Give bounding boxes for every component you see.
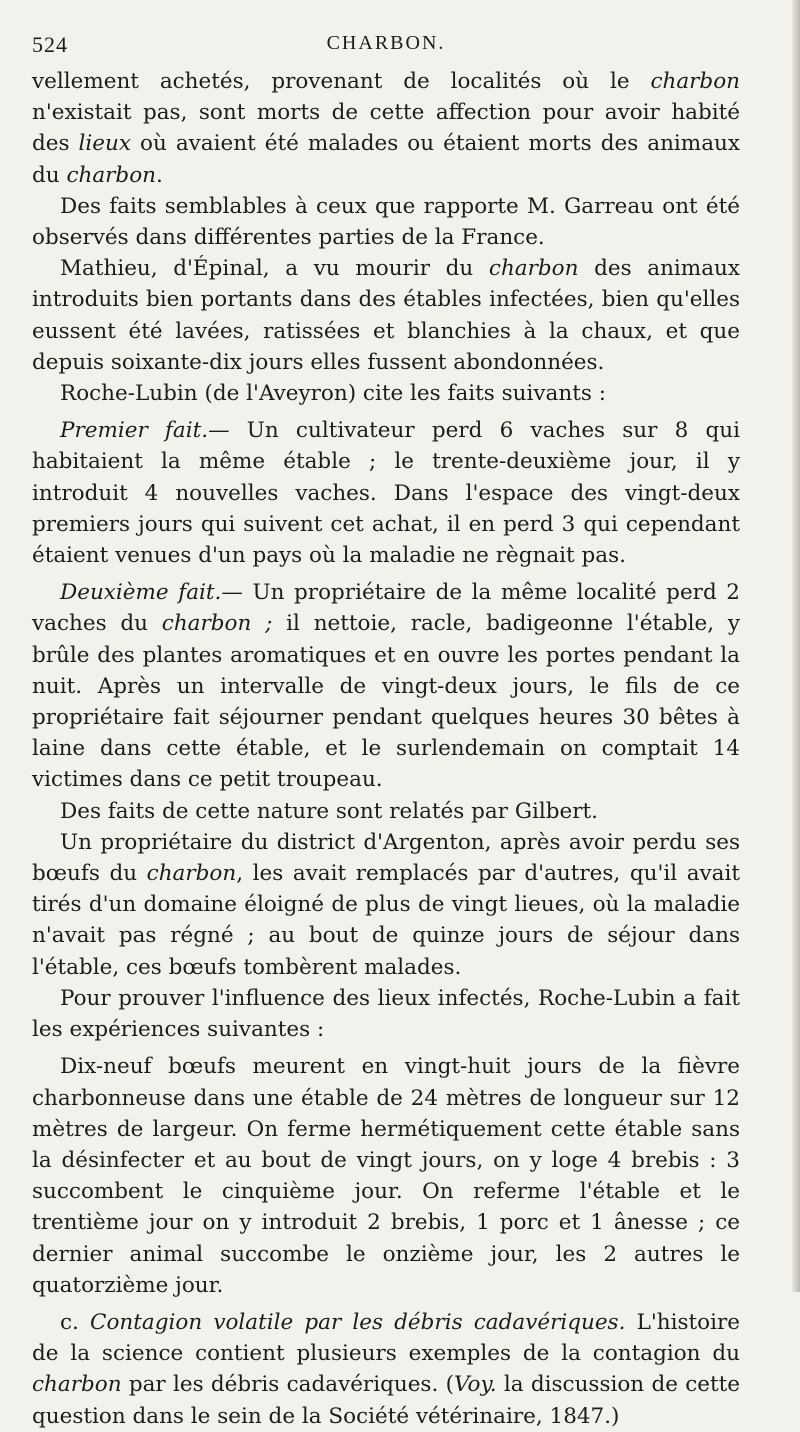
page-edge-shadow [792, 0, 800, 1292]
paragraph: Mathieu, d'Épinal, a vu mourir du charbon des animaux introduits bien portants dans des étables infectées, bien qu'elles eussent été lavées, ratissées et blanchies à la chaux, et que depuis soixante-dix jours elles fussent abondonnées. [32, 256, 740, 375]
page-number: 524 [32, 32, 68, 57]
paragraph-experiences: Dix-neuf bœufs meurent en vingt-huit jours de la fièvre charbonneuse dans une étable de 24 mètres de longueur sur 12 mètres de largeur. On ferme hermétiquement cette étable sans la désinfecter et au bout de vingt jours, on y loge 4 brebis : 3 succombent le cinquième jour. On referme l'étable et le trentième jour on y introduit 2 brebis, 1 porc et 1 ânesse ; ce dernier animal succombe le onzième jour, les 2 autres le quatorzième jour. [32, 1054, 740, 1298]
paragraph-premier-fait: Premier fait.— Un cultivateur perd 6 vaches sur 8 qui habitaient la même étable ; le trente-deuxième jour, il y introduit 4 nouvelles vaches. Dans l'espace des vingt-deux premiers jours qui suivent cet achat, il en perd 3 qui cependant étaient venues d'un pays où la maladie ne règnait pas. [32, 418, 740, 569]
paragraph: Un propriétaire du district d'Argenton, après avoir perdu ses bœufs du charbon, les avait remplacés par d'autres, qu'il avait tirés d'un domaine éloigné de plus de vingt lieues, où la maladie n'avait pas régné ; au bout de quinze jours de séjour dans l'étable, ces bœufs tombèrent malades. [32, 829, 741, 980]
paragraph-deuxieme-fait: Deuxième fait.— Un propriétaire de la même localité perd 2 vaches du charbon ; il nettoie, racle, badigeonne l'étable, y brûle des plantes aromatiques et en ouvre les portes pendant la nuit. Après un intervalle de vingt-deux jours, le fils de ce propriétaire fait séjourner pendant quelques heures 30 bêtes à laine dans cette étable, et le surlendemain on comptait 14 victimes dans ce petit troupeau. [32, 580, 741, 793]
paragraph: Pour prouver l'influence des lieux infectés, Roche-Lubin a fait les expériences suivantes : [32, 985, 740, 1043]
paragraph-contagion-volatile: c. Contagion volatile par les débris cadavériques. L'histoire de la science contient plusieurs exemples de la contagion du charbon par les débris cadavériques. (Voy. la discussion de cette question dans le sein de la Société vétérinaire, 1847.) [32, 1309, 740, 1429]
paragraph: Roche-Lubin (de l'Aveyron) cite les faits suivants : [60, 381, 606, 407]
page-header [32, 22, 740, 66]
paragraph-continuation: vellement achetés, provenant de localités où le charbon n'existait pas, sont morts de cette affection pour avoir habité des lieux où avaient été malades ou étaient morts des animaux du charbon. [32, 69, 740, 188]
paragraph: Des faits semblables à ceux que rapporte M. Garreau ont été observés dans différentes parties de la France. [32, 193, 740, 251]
body-text [32, 66, 740, 1432]
paragraph: Des faits de cette nature sont relatés par Gilbert. [60, 798, 598, 824]
running-head: CHARBON. [326, 32, 446, 54]
